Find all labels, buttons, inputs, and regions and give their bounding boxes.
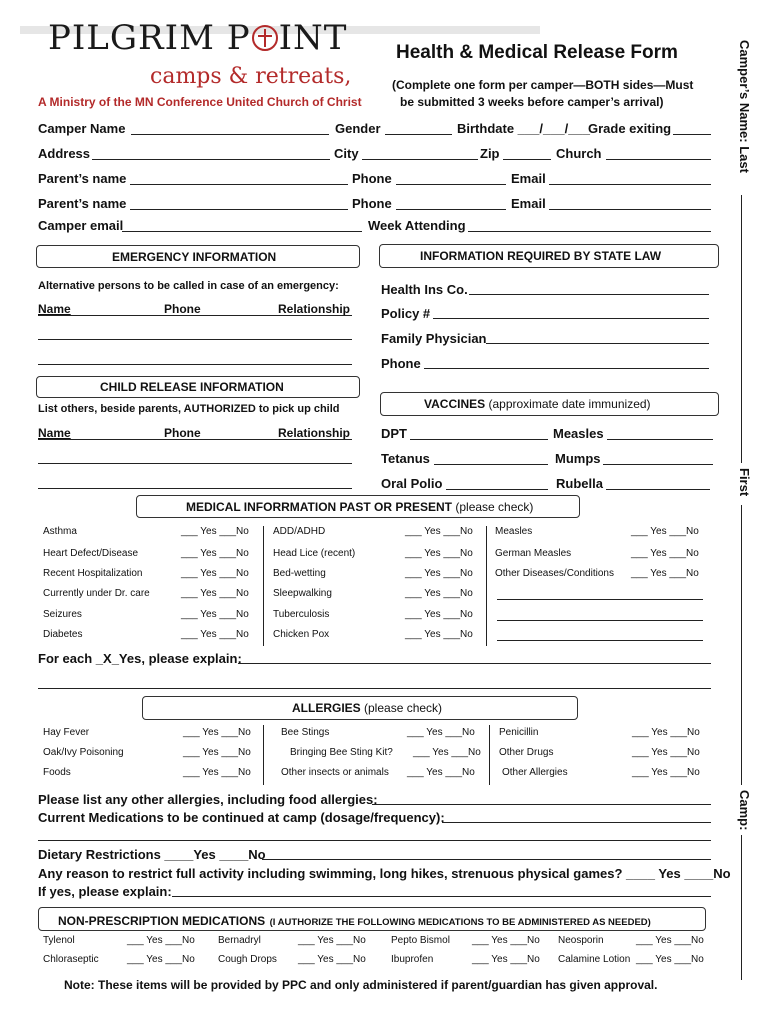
phone1-field[interactable] <box>396 184 506 185</box>
allergy-item-col3-2: Other Allergies <box>502 767 568 778</box>
other-allergies-label: Please list any other allergies, including food allergies: <box>38 792 378 807</box>
mumps-field[interactable] <box>603 464 713 465</box>
email2-field[interactable] <box>549 209 711 210</box>
nonrx-yn-1-1[interactable]: ___ Yes ___No <box>298 954 366 965</box>
release-col-name: Name <box>38 426 71 440</box>
parent1-field[interactable] <box>130 184 348 185</box>
zip-field[interactable] <box>503 159 551 160</box>
release-line-1[interactable] <box>38 463 352 464</box>
medical-item-1: Heart Defect/Disease <box>43 548 139 559</box>
ins-field[interactable] <box>469 294 709 295</box>
email1-field[interactable] <box>549 184 711 185</box>
allergy-yn-col3-2[interactable]: ___ Yes ___No <box>632 767 700 778</box>
week-label: Week Attending <box>368 218 466 233</box>
state-phone-field[interactable] <box>424 368 709 369</box>
restrict-label[interactable]: Any reason to restrict full activity including swimming, long hikes, strenuous physical games? ____ Yes ____No <box>38 866 731 881</box>
nonrx-item-0-2: Pepto Bismol <box>391 935 450 946</box>
city-label: City <box>334 146 359 161</box>
grade-field[interactable] <box>673 134 711 135</box>
medical-yn-col3-1[interactable]: ___ Yes ___No <box>631 548 699 559</box>
release-line-0[interactable] <box>38 439 352 440</box>
medical-divider-2 <box>486 526 487 646</box>
camper-name-label: Camper Name <box>38 121 126 136</box>
medical-item-0: Asthma <box>43 526 77 537</box>
medical-yn-col3-0[interactable]: ___ Yes ___No <box>631 526 699 537</box>
ins-label: Health Ins Co. <box>381 282 468 297</box>
nonrx-yn-1-3[interactable]: ___ Yes ___No <box>636 954 704 965</box>
medical-yn-4[interactable]: ___ Yes ___No <box>181 609 249 620</box>
nonrx-item-0-1: Bernadryl <box>218 935 261 946</box>
nonrx-heading-rest: (I AUTHORIZE THE FOLLOWING MEDICATIONS TO BE ADMINISTERED AS NEEDED) <box>269 917 651 928</box>
allergy-yn-0[interactable]: ___ Yes ___No <box>183 727 251 738</box>
mumps-label: Mumps <box>555 451 601 466</box>
medical-item-3: Currently under Dr. care <box>43 588 150 599</box>
medical-yn-col2-3[interactable]: ___ Yes ___No <box>405 588 473 599</box>
nonrx-yn-1-0[interactable]: ___ Yes ___No <box>127 954 195 965</box>
medical-yn-col3-2[interactable]: ___ Yes ___No <box>631 568 699 579</box>
medical-yn-col2-5[interactable]: ___ Yes ___No <box>405 629 473 640</box>
allergy-yn-col3-0[interactable]: ___ Yes ___No <box>632 727 700 738</box>
medical-heading-rest: (please check) <box>455 500 534 514</box>
allergy-item-col2-0: Bee Stings <box>281 727 330 738</box>
address-field[interactable] <box>92 159 330 160</box>
nonrx-item-0-3: Neosporin <box>558 935 604 946</box>
parent2-label: Parent’s name <box>38 196 127 211</box>
vaccines-heading-rest: (approximate date immunized) <box>488 397 651 411</box>
emergency-col-phone: Phone <box>164 302 201 316</box>
emergency-alt: Alternative persons to be called in case of an emergency: <box>38 280 339 292</box>
city-field[interactable] <box>362 159 478 160</box>
allergy-yn-col2-2[interactable]: ___ Yes ___No <box>407 767 475 778</box>
dpt-field[interactable] <box>410 439 548 440</box>
logo-subtitle: camps & retreats, <box>150 64 352 89</box>
allergy-item-col2-2: Other insects or animals <box>281 767 389 778</box>
allergies-heading-rest: (please check) <box>364 701 443 715</box>
diet-label[interactable]: Dietary Restrictions ____Yes ____No <box>38 847 266 862</box>
phone2-label: Phone <box>352 196 392 211</box>
nonrx-item-0-0: Tylenol <box>43 935 75 946</box>
measles-vac-label: Measles <box>553 426 604 441</box>
explain-field[interactable] <box>238 663 711 664</box>
church-field[interactable] <box>606 159 711 160</box>
physician-label: Family Physician <box>381 331 487 346</box>
nonrx-item-1-1: Cough Drops <box>218 954 277 965</box>
medical-yn-col2-4[interactable]: ___ Yes ___No <box>405 609 473 620</box>
week-field[interactable] <box>468 231 711 232</box>
medical-item-col3-1: German Measles <box>495 548 572 559</box>
state-heading: INFORMATION REQUIRED BY STATE LAW <box>420 249 662 263</box>
allergy-yn-2[interactable]: ___ Yes ___No <box>183 767 251 778</box>
camper-name-field[interactable] <box>131 134 329 135</box>
policy-label: Policy # <box>381 306 431 321</box>
emergency-heading: EMERGENCY INFORMATION <box>112 250 277 264</box>
allergies-heading-bold: ALLERGIES <box>292 701 361 715</box>
medical-heading <box>186 500 533 514</box>
allergies-divider-2 <box>489 725 490 785</box>
emergency-line-1[interactable] <box>38 339 352 340</box>
side-camper-name: Camper’s Name: Last <box>737 40 752 173</box>
side-camp: Camp: <box>737 790 752 831</box>
camper-email-field[interactable] <box>122 231 362 232</box>
medical-yn-2[interactable]: ___ Yes ___No <box>181 568 249 579</box>
allergy-item-col3-0: Penicillin <box>499 727 539 738</box>
medical-yn-col2-0[interactable]: ___ Yes ___No <box>405 526 473 537</box>
phone1-label: Phone <box>352 171 392 186</box>
church-label: Church <box>556 146 602 161</box>
email2-label: Email <box>511 196 546 211</box>
form-subtitle-2: be submitted 3 weeks before camper’s arrival) <box>400 95 664 109</box>
medical-item-col2-5: Chicken Pox <box>273 629 330 640</box>
tetanus-field[interactable] <box>434 464 548 465</box>
medical-item-col3-0: Measles <box>495 526 533 537</box>
zip-label: Zip <box>480 146 500 161</box>
allergy-yn-col3-1[interactable]: ___ Yes ___No <box>632 747 700 758</box>
medical-col3-line-4[interactable] <box>497 620 703 621</box>
parent1-label: Parent’s name <box>38 171 127 186</box>
medical-item-2: Recent Hospitalization <box>43 568 143 579</box>
phone2-field[interactable] <box>396 209 506 210</box>
medical-item-col2-4: Tuberculosis <box>273 609 330 620</box>
measles-vac-field[interactable] <box>607 439 713 440</box>
medications-label: Current Medications to be continued at camp (dosage/frequency): <box>38 810 445 825</box>
explain-field-2[interactable] <box>38 688 711 689</box>
camper-email-label: Camper email <box>38 218 124 233</box>
allergy-item-0: Hay Fever <box>43 727 90 738</box>
release-col-rel: Relationship <box>278 426 351 440</box>
nonrx-item-1-0: Chloraseptic <box>43 954 99 965</box>
grade-label: Grade exiting <box>588 121 672 136</box>
nonrx-heading-bold: NON-PRESCRIPTION MEDICATIONS <box>58 914 266 928</box>
cross-icon <box>252 25 278 51</box>
ifyes-label: If yes, please explain: <box>38 884 172 899</box>
physician-field[interactable] <box>486 343 709 344</box>
other-allergies-field[interactable] <box>372 804 711 805</box>
emergency-col-rel: Relationship <box>278 302 351 316</box>
medical-item-col2-2: Bed-wetting <box>273 568 326 579</box>
gender-label: Gender <box>335 121 381 136</box>
release-line-2[interactable] <box>38 488 352 489</box>
nonrx-yn-1-2[interactable]: ___ Yes ___No <box>472 954 540 965</box>
nonrx-yn-0-1[interactable]: ___ Yes ___No <box>298 935 366 946</box>
medications-field[interactable] <box>442 822 711 823</box>
ifyes-field[interactable] <box>172 896 711 897</box>
allergy-item-2: Foods <box>43 767 71 778</box>
nonrx-yn-0-3[interactable]: ___ Yes ___No <box>636 935 704 946</box>
release-col-phone: Phone <box>164 426 201 440</box>
vaccines-heading-bold: VACCINES <box>424 397 486 411</box>
nonrx-yn-0-0[interactable]: ___ Yes ___No <box>127 935 195 946</box>
allergy-item-col2-1: Bringing Bee Sting Kit? <box>290 747 393 758</box>
parent2-field[interactable] <box>130 209 348 210</box>
allergy-yn-col2-1[interactable]: ___ Yes ___No <box>413 747 481 758</box>
nonrx-heading <box>58 912 651 930</box>
birthdate-label[interactable]: Birthdate ___/___/___ <box>457 121 590 136</box>
allergy-yn-1[interactable]: ___ Yes ___No <box>183 747 251 758</box>
emergency-col-name: Name <box>38 302 71 316</box>
nonrx-item-1-3: Calamine Lotion <box>558 954 631 965</box>
medical-yn-1[interactable]: ___ Yes ___No <box>181 548 249 559</box>
ministry-text: A Ministry of the MN Conference United Church of Christ <box>38 95 362 109</box>
form-subtitle-1: (Complete one form per camper—BOTH sides—Must <box>392 78 694 92</box>
medical-yn-3[interactable]: ___ Yes ___No <box>181 588 249 599</box>
allergy-item-1: Oak/Ivy Poisoning <box>43 747 124 758</box>
nonrx-item-1-2: Ibuprofen <box>391 954 434 965</box>
diet-field[interactable] <box>262 859 711 860</box>
address-label: Address <box>38 146 91 161</box>
release-note: List others, beside parents, AUTHORIZED to pick up child <box>38 403 340 415</box>
medical-yn-0[interactable]: ___ Yes ___No <box>181 526 249 537</box>
allergy-yn-col2-0[interactable]: ___ Yes ___No <box>407 727 475 738</box>
form-title: Health & Medical Release Form <box>396 42 678 63</box>
tetanus-label: Tetanus <box>381 451 430 466</box>
allergy-item-col3-1: Other Drugs <box>499 747 554 758</box>
policy-field[interactable] <box>433 318 709 319</box>
medical-item-col2-1: Head Lice (recent) <box>273 548 356 559</box>
medical-yn-col2-1[interactable]: ___ Yes ___No <box>405 548 473 559</box>
medical-col3-line-5[interactable] <box>497 640 703 641</box>
medical-item-4: Seizures <box>43 609 82 620</box>
medications-field-2[interactable] <box>38 840 711 841</box>
rubella-field[interactable] <box>606 489 710 490</box>
side-first: First <box>737 468 752 497</box>
medical-item-5: Diabetes <box>43 629 83 640</box>
polio-field[interactable] <box>446 489 548 490</box>
medical-divider-1 <box>263 526 264 646</box>
medical-item-col2-0: ADD/ADHD <box>273 526 326 537</box>
state-phone-label: Phone <box>381 356 421 371</box>
emergency-line-0[interactable] <box>38 315 352 316</box>
nonrx-note: Note: These items will be provided by PPC and only administered if parent/guardian has given approval. <box>64 978 658 992</box>
logo: PILGRIM P INT <box>48 18 348 58</box>
gender-field[interactable] <box>385 134 452 135</box>
email1-label: Email <box>511 171 546 186</box>
medical-item-col2-3: Sleepwalking <box>273 588 332 599</box>
vaccines-heading <box>424 397 651 411</box>
medical-item-col3-2: Other Diseases/Conditions <box>495 568 614 579</box>
polio-label: Oral Polio <box>381 476 443 491</box>
dpt-label: DPT <box>381 426 407 441</box>
medical-col3-line-3[interactable] <box>497 599 703 600</box>
medical-yn-5[interactable]: ___ Yes ___No <box>181 629 249 640</box>
side-line-3 <box>741 835 742 980</box>
release-heading: CHILD RELEASE INFORMATION <box>100 380 284 394</box>
medical-heading-bold: MEDICAL INFORRMATION PAST OR PRESENT <box>186 500 453 514</box>
explain-label: For each _X_Yes, please explain: <box>38 651 242 666</box>
nonrx-yn-0-2[interactable]: ___ Yes ___No <box>472 935 540 946</box>
side-line-1 <box>741 195 742 463</box>
allergies-divider-1 <box>263 725 264 785</box>
side-line-2 <box>741 505 742 785</box>
allergies-heading <box>292 701 442 715</box>
emergency-line-2[interactable] <box>38 364 352 365</box>
medical-yn-col2-2[interactable]: ___ Yes ___No <box>405 568 473 579</box>
rubella-label: Rubella <box>556 476 603 491</box>
